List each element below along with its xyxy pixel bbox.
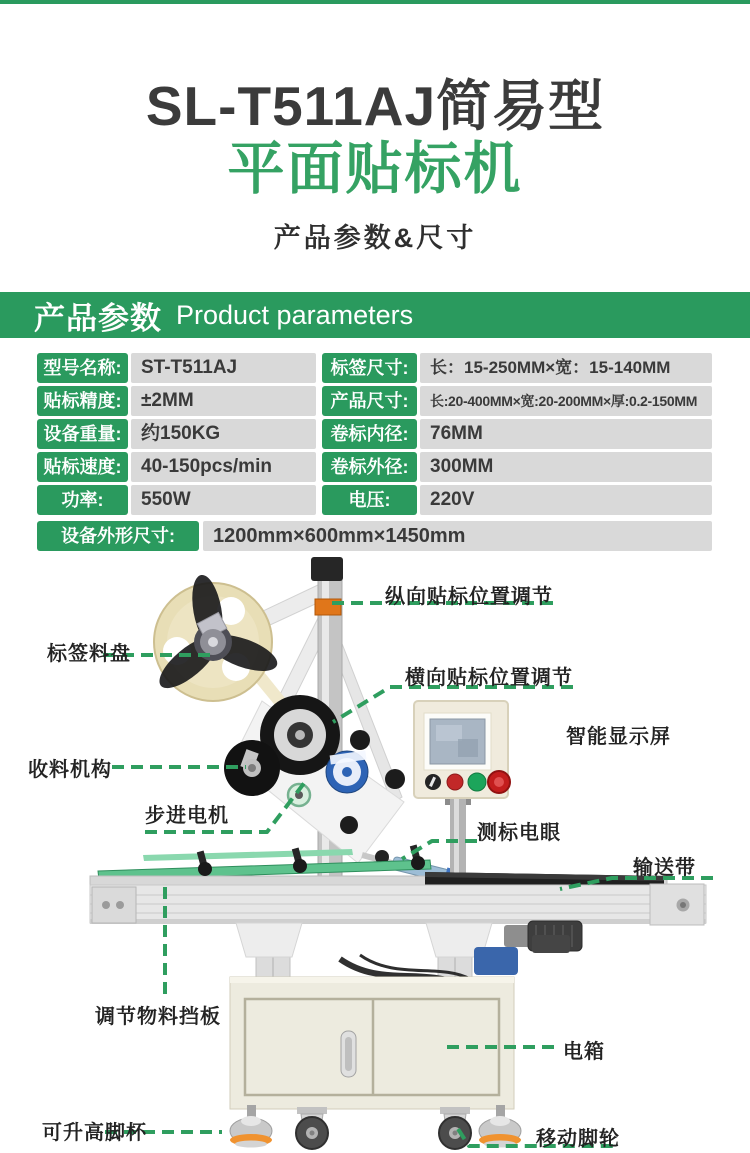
callout-stepper-motor: 步进电机: [145, 805, 229, 827]
spec-label: 设备重量:: [37, 419, 128, 449]
spec-label: 卷标外径:: [322, 452, 417, 482]
spec-value: 76MM: [420, 419, 712, 449]
stepper-motor-fan: [326, 751, 368, 793]
green-button: [468, 773, 486, 791]
motor-blue-housing: [474, 947, 518, 975]
callout-caster: 移动脚轮: [536, 1128, 620, 1150]
spec-value: ±2MM: [131, 386, 316, 416]
callout-vertical-position: 纵向贴标位置调节: [385, 586, 553, 608]
callout-rewinder: 收料机构: [28, 759, 112, 781]
callout-conveyor-belt: 输送带: [633, 857, 696, 879]
spec-label: 标签尺寸:: [322, 353, 417, 383]
spec-label: 卷标内径:: [322, 419, 417, 449]
section-title-en: Product parameters: [176, 299, 414, 330]
product-model-title: SL-T511AJ简易型: [145, 75, 605, 137]
top-accent-strip: [0, 0, 750, 4]
caster-wheel-right: [439, 1107, 471, 1149]
callout-foot-cup: 可升高脚杯: [42, 1122, 147, 1144]
section-title-zh: 产品参数: [34, 300, 162, 336]
page-subtitle: 产品参数&尺寸: [273, 223, 477, 254]
spec-label: 电压:: [322, 485, 417, 515]
callout-label-sensor: 测标电眼: [477, 822, 561, 844]
adjustable-foot-cup-right: [479, 1105, 521, 1148]
callout-electric-box: 电箱: [563, 1041, 605, 1063]
spec-label: 贴标精度:: [37, 386, 128, 416]
spec-value: 40-150pcs/min: [131, 452, 316, 482]
spec-value: 长：15-250MM×宽：15-140MM: [420, 353, 712, 383]
spec-table: [0, 353, 750, 553]
callout-label-reel: 标签料盘: [47, 643, 131, 665]
red-button: [447, 774, 463, 790]
caster-wheel-left: [296, 1107, 328, 1149]
spec-label: 贴标速度:: [37, 452, 128, 482]
spec-value: 300MM: [420, 452, 712, 482]
section-header-bar: [0, 292, 750, 338]
callout-material-baffle: 调节物料挡板: [95, 1006, 221, 1028]
spec-value: 1200mm×600mm×1450mm: [203, 521, 712, 551]
spec-value: 长:20-400MM×宽:20-200MM×厚:0.2-150MM: [420, 386, 712, 416]
spec-value: ST-T511AJ: [131, 353, 316, 383]
product-name-title: 平面贴标机: [227, 136, 523, 201]
spec-label: 功率:: [37, 485, 128, 515]
spec-label: 设备外形尺寸:: [37, 521, 199, 551]
adjustable-foot-cup-left: [230, 1105, 272, 1148]
callout-horizontal-position: 横向贴标位置调节: [405, 667, 573, 689]
spec-label: 产品尺寸:: [322, 386, 417, 416]
spec-value: 约150KG: [131, 419, 316, 449]
electric-cabinet: [230, 977, 514, 1109]
spec-value: 550W: [131, 485, 316, 515]
title-block: [0, 76, 750, 255]
callout-smart-display: 智能显示屏: [566, 726, 671, 748]
spec-label: 型号名称:: [37, 353, 128, 383]
spec-value: 220V: [420, 485, 712, 515]
